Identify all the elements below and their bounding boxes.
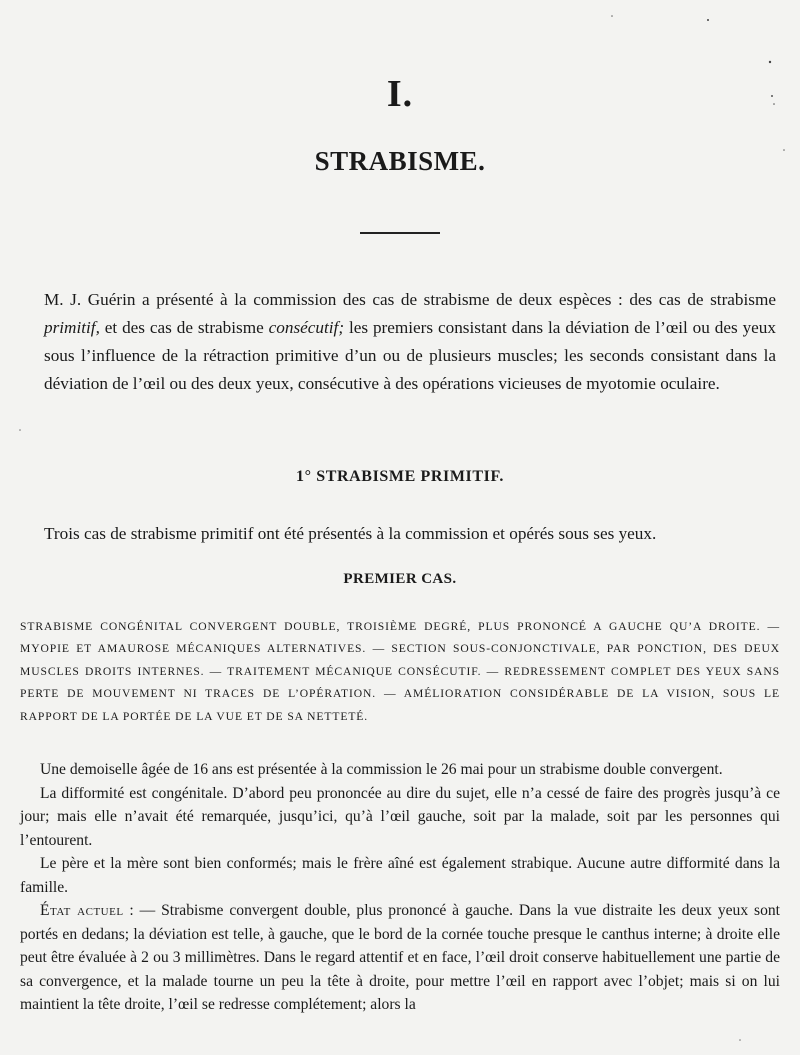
case-summary: STRABISME CONGÉNITAL CONVERGENT DOUBLE, TROISIÈME DEGRÉ, PLUS PRONONCÉ A GAUCHE QU’A DROITE. — MYOPIE ET AMAUROSE MÉCANIQUES ALTERNATIVES. — SECTION SOUS-CONJONCTIVALE, PAR PONCTION, DES DEUX MUSCLES DROITS INTERNES. — TRAITEMENT MÉCANIQUE CONSÉCUTIF. — REDRESSEMENT COMPLET DES YEUX SANS PERTE DE MOUVEMENT NI TRACES DE L’OPÉRATION. — AMÉLIORATION CONSIDÉRABLE DE LA VISION, SOUS LE RAPPORT DE LA PORTÉE DE LA VUE ET DE SA NETTETÉ. [20, 620, 780, 723]
title-divider [360, 232, 440, 234]
body-paragraph-3: Le père et la mère sont bien conformés; mais le frère aîné est également strabique. Aucune autre difformité dans la famille. [20, 855, 780, 896]
section-heading: 1° STRABISME PRIMITIF. [296, 468, 504, 485]
intro-term-primitif: primitif, [44, 318, 100, 337]
etat-actuel-text: : — Strabisme convergent double, plus prononcé à gauche. Dans la vue distraite les deux yeux sont portés en dedans; la déviation est telle, à gauche, que le bord de la cornée touche presque le canthus interne; à droite elle peut être évaluée à 2 ou 3 millimètres. Dans le regard attentif et en face, l’œil droit conserve habituellement une partie de sa convergence, et la malade tourne un peu la tête à droite, pour mettre l’œil en rapport avec l’objet; mais si on lui maintient la tête droite, l’œil se redresse complétement; alors la [20, 902, 780, 1013]
intro-paragraph [44, 286, 776, 398]
chapter-title: STRABISME. [314, 146, 486, 176]
body-paragraph-2: La difformité est congénitale. D’abord peu prononcée au dire du sujet, elle n’a cessé de faire des progrès jusqu’à ce jour; mais elle n’avait été remarquée, jusqu’ici, qu’à l’œil gauche, soit par la malade, soit par les personnes qui l’entourent. [20, 784, 780, 849]
intro-text-part2: et des cas de strabisme [99, 318, 269, 337]
chapter-number: I. [386, 73, 414, 115]
intro-term-consecutif: consécutif; [268, 318, 345, 337]
intro-text-part3: les premiers consistant dans la déviation de l’œil ou des yeux sous l’influence de la rétraction primitive d’un ou de plusieurs muscles; les seconds consistant dans la déviation de l’œil ou des deux yeux, consécutive à des opérations vicieuses de myotomie oculaire. [44, 318, 776, 393]
case-heading: PREMIER CAS. [343, 571, 457, 587]
section-intro: Trois cas de strabisme primitif ont été présentés à la commission et opérés sous ses yeux. [44, 524, 657, 543]
body-paragraph-1: Une demoiselle âgée de 16 ans est présentée à la commission le 26 mai pour un strabisme double convergent. [40, 761, 723, 778]
etat-actuel-label: État actuel [40, 902, 124, 919]
intro-text-part1: M. J. Guérin a présenté à la commission des cas de strabisme de deux espèces : des cas de strabisme [44, 290, 776, 309]
body-paragraph-4 [20, 899, 780, 1017]
case-body [20, 758, 780, 1017]
